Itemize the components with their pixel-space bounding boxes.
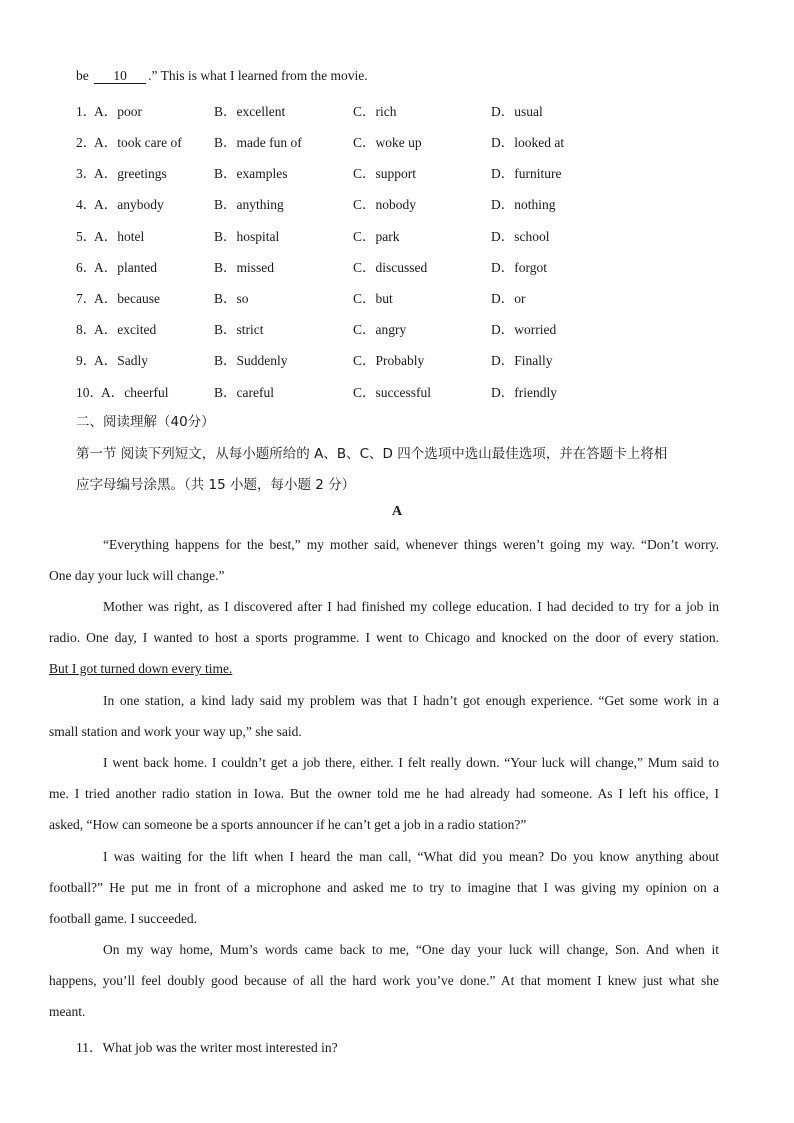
paragraph-3 <box>49 685 719 747</box>
question-row <box>76 287 636 305</box>
text-line: I was waiting for the lift when I heard the man call, “What did you mean? Do you know anything about <box>103 849 719 864</box>
text-line: In one station, a kind lady said my problem was that I hadn’t got enough experience. “Get some work in a <box>103 693 719 708</box>
question-row <box>76 162 636 180</box>
option-c: C．woke up <box>353 135 422 150</box>
question-number: 2． <box>76 135 97 150</box>
question-number: 10． <box>76 385 103 400</box>
option-a: A．hotel <box>94 229 145 244</box>
text-line <box>49 653 719 684</box>
line-prefix: be <box>76 68 89 83</box>
question-11: 11．What job was the writer most interested in? <box>76 1040 338 1055</box>
option-c: C．but <box>353 291 393 306</box>
option-d: D．worried <box>491 322 557 337</box>
paragraph-4 <box>49 747 719 840</box>
passage-heading: A <box>391 504 403 519</box>
underlined-sentence: But I got turned down every time. <box>49 661 233 676</box>
option-a: A．excited <box>94 322 157 337</box>
option-a: A．poor <box>94 104 142 119</box>
question-row <box>76 381 636 399</box>
section-title: 二、阅读理解（40分） <box>76 414 215 430</box>
option-a: A．Sadly <box>94 353 148 368</box>
option-b: B．excellent <box>214 104 286 119</box>
paragraph-1 <box>49 529 719 591</box>
option-b: B．missed <box>214 260 275 275</box>
option-d: D．looked at <box>491 135 565 150</box>
text-line: happens, you’ll feel doubly good because of all the hard work you’ve done.” At that moment I knew just what she <box>49 973 719 988</box>
option-a: A．took care of <box>94 135 182 150</box>
option-a: A．planted <box>94 260 157 275</box>
line-suffix: .” This is what I learned from the movie. <box>148 68 368 83</box>
text-line: radio. One day, I wanted to host a sports programme. I went to Chicago and knocked on the door of every station. <box>49 630 719 645</box>
question-number: 9． <box>76 353 97 368</box>
text-line: One day your luck will change.” <box>49 568 225 583</box>
option-c: C．discussed <box>353 260 428 275</box>
question-row <box>76 256 636 274</box>
text-line: small station and work your way up,” she said. <box>49 724 302 739</box>
option-c: C．nobody <box>353 197 417 212</box>
question-row <box>76 225 636 243</box>
option-d: D．furniture <box>491 166 562 181</box>
text-line: me. I tried another radio station in Iowa. But the owner told me he had already had someone. As I left his office, I <box>49 786 719 801</box>
question-row <box>76 349 636 367</box>
option-b: B．hospital <box>214 229 280 244</box>
option-a: A．greetings <box>94 166 167 181</box>
question-number: 1． <box>76 104 97 119</box>
text-line: football game. I succeeded. <box>49 911 198 926</box>
question-number: 6． <box>76 260 97 275</box>
question-row <box>76 193 636 211</box>
option-c: C．park <box>353 229 400 244</box>
question-number: 8． <box>76 322 97 337</box>
option-d: D．Finally <box>491 353 553 368</box>
question-row <box>76 318 636 336</box>
text-line: asked, “How can someone be a sports announcer if he can’t get a job in a radio station?” <box>49 817 527 832</box>
option-b: B．Suddenly <box>214 353 288 368</box>
option-c: C．successful <box>353 385 431 400</box>
option-a: A．anybody <box>94 197 164 212</box>
option-b: B．so <box>214 291 249 306</box>
option-a: A．cheerful <box>101 385 169 400</box>
question-number: 7． <box>76 291 97 306</box>
option-d: D．or <box>491 291 526 306</box>
option-b: B．strict <box>214 322 264 337</box>
option-c: C．Probably <box>353 353 425 368</box>
text-line: meant. <box>49 1004 86 1019</box>
text-line: I went back home. I couldn’t get a job there, either. I felt really down. “Your luck will change,” Mum said to <box>103 755 719 770</box>
section-instruction-line-2: 应字母编号涂黑。（共 15 小题，每小题 2 分） <box>76 477 356 493</box>
paragraph-5 <box>49 841 719 934</box>
paragraph-2 <box>49 591 719 684</box>
question-row <box>76 131 636 149</box>
text-line: football?” He put me in front of a microphone and asked me to try to imagine that I was giving my opinion on a <box>49 880 719 895</box>
question-number: 4． <box>76 197 97 212</box>
option-b: B．examples <box>214 166 288 181</box>
question-number: 5． <box>76 229 97 244</box>
question-number: 3． <box>76 166 97 181</box>
option-d: D．friendly <box>491 385 557 400</box>
question-row <box>76 100 636 118</box>
option-c: C．support <box>353 166 417 181</box>
text-line: “Everything happens for the best,” my mother said, whenever things weren’t going my way. “Don’t worry. <box>103 537 719 552</box>
option-c: C．angry <box>353 322 407 337</box>
option-c: C．rich <box>353 104 397 119</box>
blank-10: 10 <box>94 69 146 84</box>
text-line: On my way home, Mum’s words came back to me, “One day your luck will change, Son. And when it <box>103 942 719 957</box>
option-b: B．anything <box>214 197 284 212</box>
section-instruction-line-1: 第一节 阅读下列短文，从每小题所给的 A、B、C、D 四个选项中选山最佳选项，并在答题卡上将相 <box>76 446 668 462</box>
option-d: D．nothing <box>491 197 556 212</box>
option-b: B．careful <box>214 385 274 400</box>
option-d: D．school <box>491 229 550 244</box>
option-d: D．forgot <box>491 260 547 275</box>
option-b: B．made fun of <box>214 135 302 150</box>
option-a: A．because <box>94 291 160 306</box>
option-d: D．usual <box>491 104 543 119</box>
passage-end-line <box>76 68 368 84</box>
text-line: Mother was right, as I discovered after I had finished my college education. I had decided to try for a job in <box>103 599 719 614</box>
paragraph-6 <box>49 934 719 1027</box>
